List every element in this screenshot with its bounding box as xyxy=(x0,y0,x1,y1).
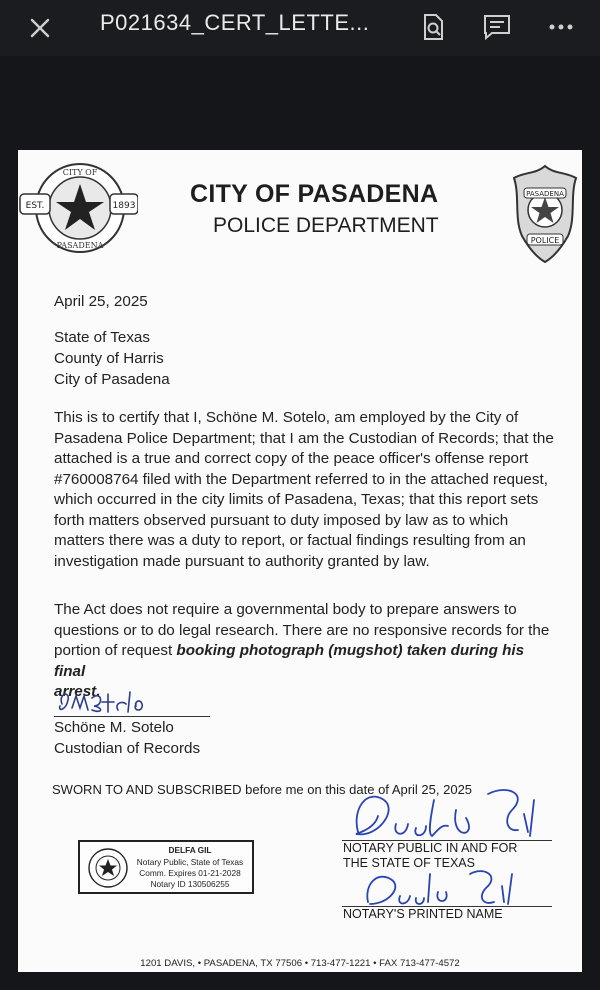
paragraph-line: Pasadena Police Department; that I am the Custodian of Records; that the xyxy=(54,429,554,447)
notary-printed-name-signature xyxy=(358,860,528,910)
paragraph-line: attached is a true and correct copy of the peace officer's offense report xyxy=(54,450,529,467)
address-line: State of Texas xyxy=(54,329,150,346)
department-title: CITY OF PASADENA xyxy=(190,180,439,208)
paragraph-line xyxy=(54,641,559,682)
stamp-line: Comm. Expires 01-21-2028 xyxy=(139,868,241,878)
notary-stamp xyxy=(78,840,254,894)
certification-paragraph xyxy=(54,408,559,572)
printed-name-label: NOTARY'S PRINTED NAME xyxy=(343,907,503,921)
svg-text:PASADENA: PASADENA xyxy=(56,241,104,250)
paragraph-line: forth matters observed pursuant to duty imposed by law as to which xyxy=(54,511,509,529)
address-line: County of Harris xyxy=(54,350,164,367)
stamp-line: Notary ID 130506255 xyxy=(150,879,230,889)
document-search-icon[interactable] xyxy=(418,12,448,42)
paragraph-line: questions or to do legal research. There are no responsive records for the xyxy=(54,621,550,639)
paragraph-line: #760008764 filed with the Department referred to in the attached request, xyxy=(54,470,548,488)
police-badge xyxy=(510,162,580,266)
address-block xyxy=(54,328,170,391)
plain-text: portion of request xyxy=(54,642,177,659)
notary-seal-icon xyxy=(86,846,130,890)
comment-icon[interactable] xyxy=(482,12,512,42)
emphasized-text: booking photograph (mugshot) taken during his final xyxy=(54,642,525,680)
svg-text:CITY OF: CITY OF xyxy=(62,168,98,177)
paragraph-line: which occurred in the city limits of Pasadena, Texas; that this report sets xyxy=(54,491,539,508)
document-title: P021634_CERT_LETTE... xyxy=(100,10,370,35)
stamp-line: Notary Public, State of Texas xyxy=(136,857,244,867)
custodian-signature xyxy=(56,684,186,718)
letter-footer: 1201 DAVIS, • PASADENA, TX 77506 • 713-477-1221 • FAX 713-477-4572 xyxy=(140,958,460,969)
letter-page xyxy=(18,150,582,972)
signature-line xyxy=(54,716,210,717)
notary-signature xyxy=(338,780,548,846)
paragraph-line: The Act does not require a governmental body to prepare answers to xyxy=(54,601,517,618)
emphasized-text: arrest. xyxy=(54,683,101,700)
svg-text:1893: 1893 xyxy=(112,201,136,211)
letter-date: April 25, 2025 xyxy=(54,293,148,310)
paragraph-line: This is to certify that I, Schöne M. Sotelo, am employed by the City of xyxy=(54,409,519,426)
paragraph-line: investigation made pursuant to authority granted by law. xyxy=(54,552,430,570)
signer-title: Custodian of Records xyxy=(54,739,201,757)
notary-label: NOTARY PUBLIC IN AND FOR xyxy=(343,841,518,855)
more-icon[interactable] xyxy=(546,12,576,42)
stamp-name: DELFA GIL xyxy=(168,845,212,855)
top-app-bar xyxy=(0,0,600,56)
paragraph-line: matters there was a duty to report, or factual findings resulting from an xyxy=(54,532,526,549)
notary-label: THE STATE OF TEXAS xyxy=(343,856,475,870)
svg-text:EST.: EST. xyxy=(25,201,45,211)
svg-text:PASADENA: PASADENA xyxy=(526,190,564,198)
close-icon[interactable] xyxy=(24,12,56,44)
signer-block xyxy=(54,718,200,759)
sworn-statement: SWORN TO AND SUBSCRIBED before me on this date of April 25, 2025 xyxy=(52,782,473,797)
city-seal xyxy=(18,158,138,258)
signer-name: Schöne M. Sotelo xyxy=(54,719,174,736)
department-subtitle: POLICE DEPARTMENT xyxy=(213,214,439,237)
address-line: City of Pasadena xyxy=(54,371,170,388)
svg-text:POLICE: POLICE xyxy=(530,236,560,245)
